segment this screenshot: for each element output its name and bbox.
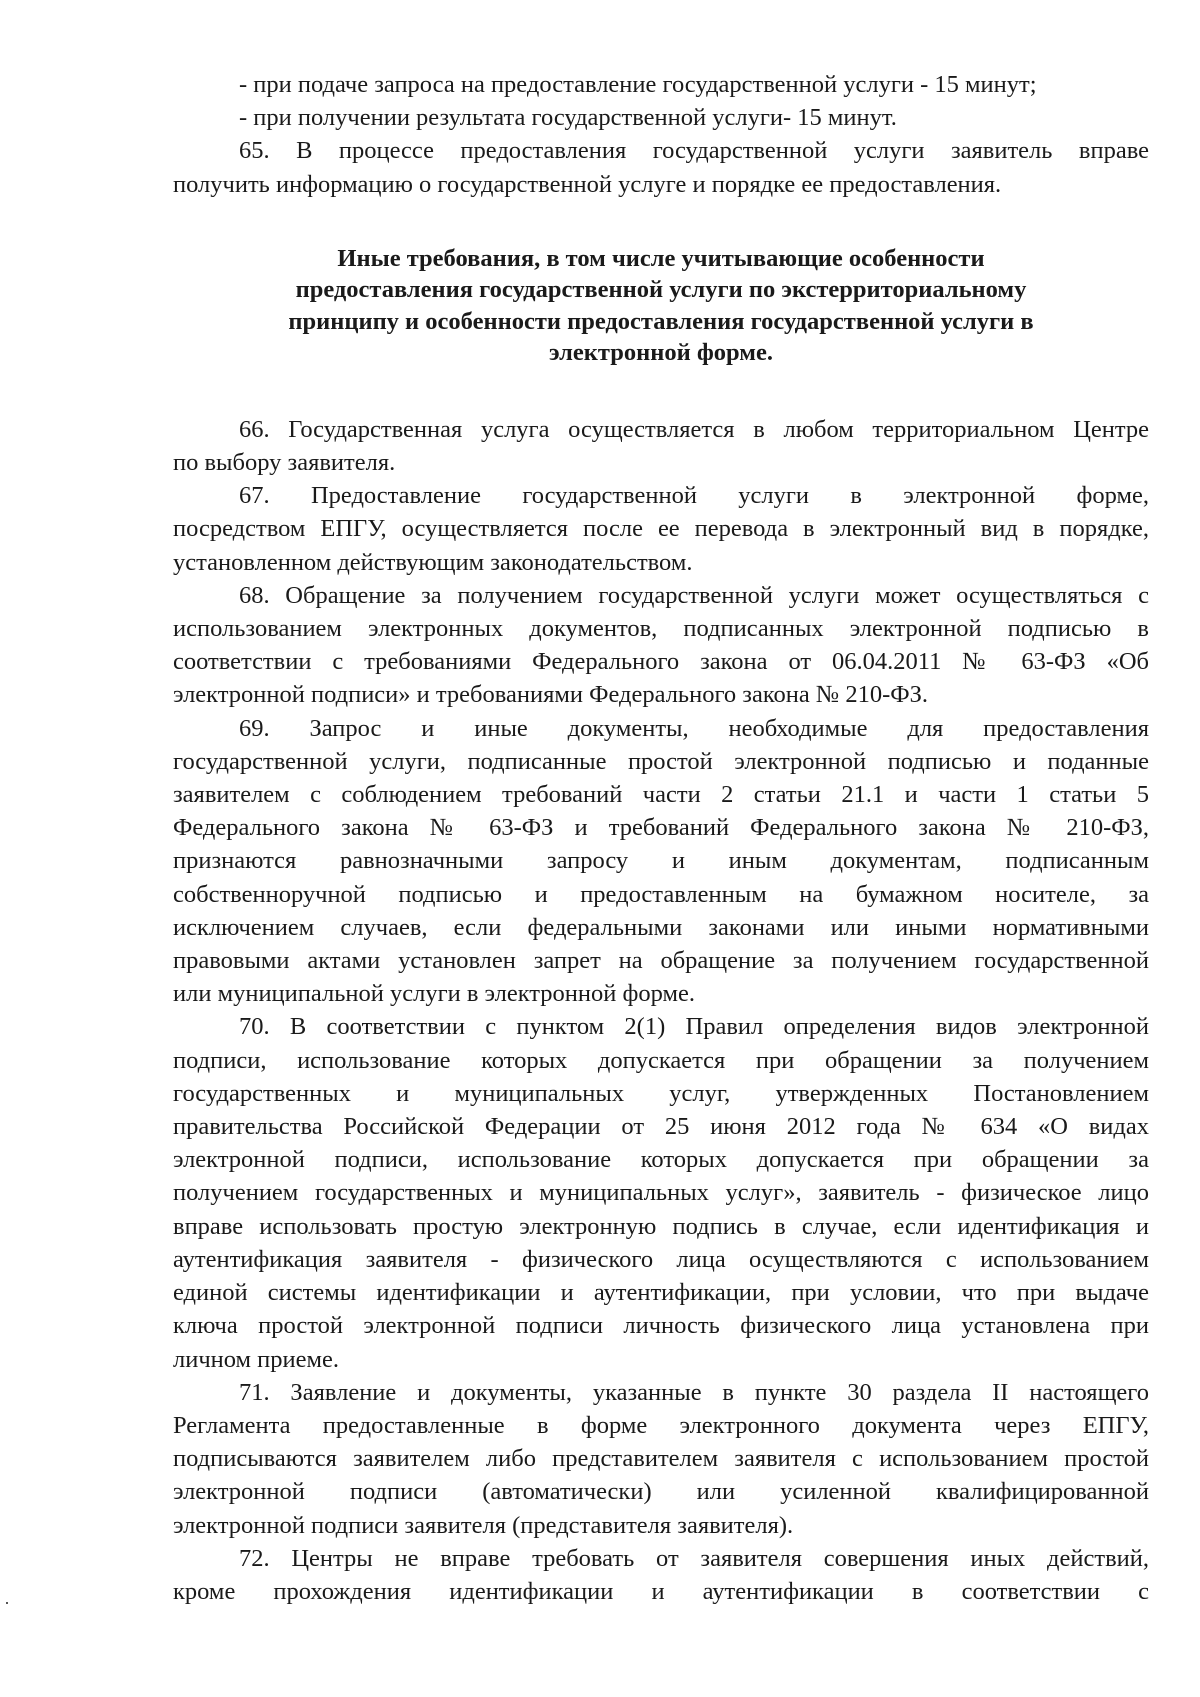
paragraph-line: использованием электронных документов, подписанных электронной подписью в <box>173 615 1149 643</box>
paragraph-66 <box>173 413 1149 479</box>
top-block <box>173 68 1149 201</box>
paragraph-line: вправе использовать простую электронную подпись в случае, если идентификация и <box>173 1212 1149 1240</box>
list-item: - при получении результата государственной услуги- 15 минут. <box>239 104 897 132</box>
paragraph-line: 68. Обращение за получением государственной услуги может осуществляться с <box>239 581 1149 609</box>
heading-line: предоставления государственной услуги по экстерриториальному <box>295 276 1027 304</box>
paragraph-line: 70. В соответствии с пунктом 2(1) Правил определения видов электронной <box>239 1013 1149 1041</box>
paragraph-line: аутентификация заявителя - физического лица осуществляются с использованием <box>173 1245 1149 1273</box>
paragraph-68 <box>173 579 1149 712</box>
paragraph-line: 71. Заявление и документы, указанные в пункте 30 раздела II настоящего <box>239 1378 1149 1406</box>
paragraph-line: государственной услуги, подписанные простой электронной подписью и поданные <box>173 747 1149 775</box>
paragraph-line: или муниципальной услуги в электронной форме. <box>173 980 696 1008</box>
paragraph-line: электронной подписи, использование которых допускается при обращении за <box>173 1146 1149 1174</box>
paragraph-69 <box>173 712 1149 1011</box>
paragraph-67 <box>173 479 1149 579</box>
paragraph-line: соответствии с требованиями Федерального закона от 06.04.2011 № 63-ФЗ «Об <box>173 648 1149 676</box>
paragraph-65-line: 65. В процессе предоставления государственной услуги заявитель вправе <box>239 137 1149 165</box>
scan-speck <box>6 1602 8 1604</box>
heading-line: принципу и особенности предоставления государственной услуги в <box>288 307 1034 335</box>
list-item: - при подаче запроса на предоставление государственной услуги - 15 минут; <box>239 71 1037 98</box>
document-page <box>173 68 1149 1608</box>
section-heading <box>173 243 1149 369</box>
paragraph-line: признаются равнозначными запросу и иным документам, подписанным <box>173 847 1149 875</box>
paragraph-line: государственных и муниципальных услуг, утвержденных Постановлением <box>173 1079 1149 1107</box>
paragraph-71 <box>173 1376 1149 1542</box>
paragraph-line: по выбору заявителя. <box>173 449 396 477</box>
paragraph-line: 69. Запрос и иные документы, необходимые для предоставления <box>239 714 1149 742</box>
paragraph-line: электронной подписи заявителя (представителя заявителя). <box>173 1511 794 1539</box>
paragraph-70 <box>173 1010 1149 1375</box>
heading-line: Иные требования, в том числе учитывающие особенности <box>337 244 985 272</box>
paragraph-line: подписи, использование которых допускается при обращении за получением <box>173 1046 1149 1074</box>
paragraph-line: собственноручной подписью и предоставленным на бумажном носителе, за <box>173 880 1149 908</box>
paragraph-line: исключением случаев, если федеральными законами или иными нормативными <box>173 913 1149 941</box>
paragraph-line: 66. Государственная услуга осуществляется в любом территориальном Центре <box>239 415 1149 443</box>
paragraph-65-line: получить информацию о государственной услуге и порядке ее предоставления. <box>173 170 1002 198</box>
paragraph-line: Федерального закона № 63-ФЗ и требований Федерального закона № 210-ФЗ, <box>173 814 1149 842</box>
paragraph-line: ключа простой электронной подписи личность физического лица установлена при <box>173 1312 1149 1340</box>
paragraph-line: правовыми актами установлен запрет на обращение за получением государственной <box>173 947 1149 975</box>
paragraph-line: единой системы идентификации и аутентификации, при условии, что при выдаче <box>173 1279 1149 1307</box>
paragraph-line: подписываются заявителем либо представителем заявителя с использованием простой <box>173 1445 1149 1473</box>
paragraph-line: электронной подписи» и требованиями Федерального закона № 210-ФЗ. <box>173 681 929 709</box>
paragraph-line: правительства Российской Федерации от 25 июня 2012 года № 634 «О видах <box>173 1113 1149 1141</box>
paragraph-line: 72. Центры не вправе требовать от заявителя совершения иных действий, <box>239 1544 1149 1572</box>
paragraph-line: установленном действующим законодательством. <box>173 548 693 576</box>
paragraph-line: заявителем с соблюдением требований части 2 статьи 21.1 и части 1 статьи 5 <box>173 781 1149 809</box>
paragraph-line: электронной подписи (автоматически) или усиленной квалифицированной <box>173 1478 1149 1506</box>
paragraph-line: личном приеме. <box>173 1345 340 1373</box>
paragraph-line: получением государственных и муниципальных услуг», заявитель - физическое лицо <box>173 1179 1149 1207</box>
paragraph-line: кроме прохождения идентификации и аутентификации в соответствии с <box>173 1577 1149 1605</box>
paragraph-line: посредством ЕПГУ, осуществляется после ее перевода в электронный вид в порядке, <box>173 515 1149 543</box>
paragraph-line: 67. Предоставление государственной услуги в электронной форме, <box>239 482 1149 510</box>
paragraph-72 <box>173 1542 1149 1608</box>
heading-line: электронной форме. <box>549 339 773 367</box>
paragraph-line: Регламента предоставленные в форме электронного документа через ЕПГУ, <box>173 1411 1149 1439</box>
